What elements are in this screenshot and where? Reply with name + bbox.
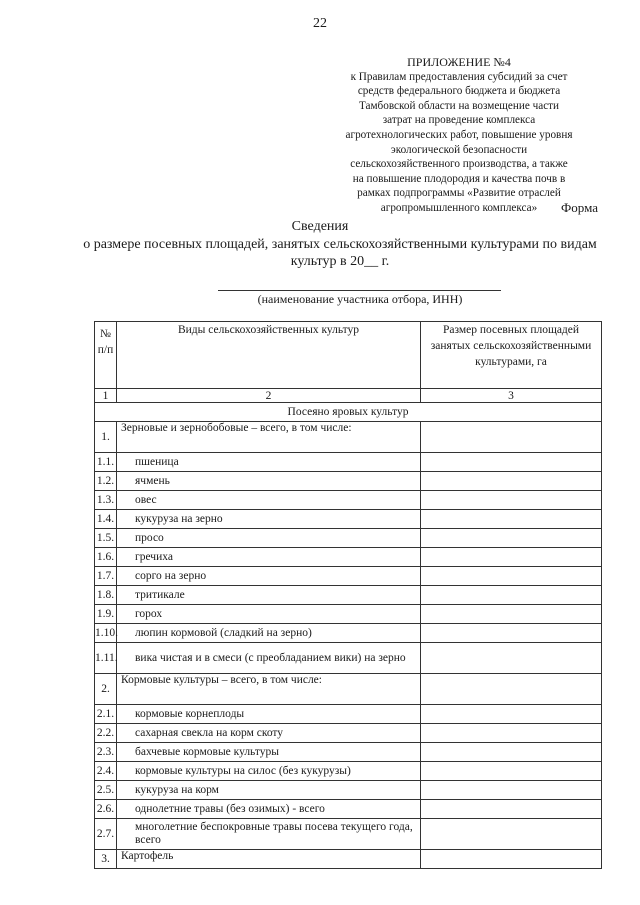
row-number: 2.5. — [95, 781, 117, 800]
row-number: 2.6. — [95, 800, 117, 819]
crop-name: горох — [135, 608, 163, 620]
area-input-cell[interactable] — [421, 491, 602, 510]
area-input-cell[interactable] — [421, 819, 602, 850]
table-row — [95, 762, 602, 781]
crop-cell — [117, 724, 421, 743]
appendix-block — [318, 55, 600, 216]
crop-cell — [117, 472, 421, 491]
crop-cell — [117, 800, 421, 819]
row-number: 1.2. — [95, 472, 117, 491]
crop-cell — [117, 586, 421, 605]
table-row — [95, 724, 602, 743]
column-index: 1 — [95, 389, 117, 403]
row-number: 1.5. — [95, 529, 117, 548]
document-title: Сведения — [291, 219, 349, 234]
table-row — [95, 674, 602, 705]
crop-name: кукуруза на корм — [135, 784, 219, 796]
area-input-cell[interactable] — [421, 643, 602, 674]
crop-cell — [117, 453, 421, 472]
table-row — [95, 743, 602, 762]
crop-name: бахчевые кормовые культуры — [135, 746, 279, 758]
area-input-cell[interactable] — [421, 800, 602, 819]
table-row — [95, 624, 602, 643]
participant-name-field[interactable] — [218, 290, 501, 291]
crop-name: тритикале — [135, 589, 185, 601]
appendix-line: затрат на проведение комплекса — [382, 114, 536, 127]
page-number: 22 — [313, 16, 327, 31]
crop-name: многолетние беспокровные травы посева текущего года, всего — [135, 821, 413, 846]
table-row — [95, 548, 602, 567]
appendix-heading: ПРИЛОЖЕНИЕ №4 — [407, 55, 511, 69]
appendix-line: агротехнологических работ, повышение уровня — [345, 128, 573, 141]
table-row — [95, 491, 602, 510]
row-number: 2.2. — [95, 724, 117, 743]
table-row — [95, 472, 602, 491]
crop-cell — [117, 529, 421, 548]
row-number: 3. — [95, 850, 117, 869]
header-num: № п/п — [95, 322, 117, 389]
table-row — [95, 453, 602, 472]
area-input-cell[interactable] — [421, 724, 602, 743]
section-row — [95, 403, 602, 422]
crop-area-table — [94, 321, 602, 869]
row-number: 1.10. — [95, 624, 117, 643]
row-number: 1.7. — [95, 567, 117, 586]
appendix-line: Тамбовской области на возмещение части — [358, 99, 560, 112]
row-number: 1. — [95, 422, 117, 453]
crop-cell — [117, 743, 421, 762]
table-row — [95, 643, 602, 674]
area-input-cell[interactable] — [421, 762, 602, 781]
document-subtitle: о размере посевных площадей, занятых сельскохозяйственными культурами по видам культур в 20__ г. — [83, 237, 597, 269]
row-number: 1.9. — [95, 605, 117, 624]
crop-cell — [117, 643, 421, 674]
area-input-cell[interactable] — [421, 743, 602, 762]
header-crop: Виды сельскохозяйственных культур — [117, 322, 421, 389]
column-index: 2 — [117, 389, 421, 403]
column-index-row — [95, 389, 602, 403]
area-input-cell[interactable] — [421, 850, 602, 869]
crop-name: однолетние травы (без озимых) - всего — [135, 803, 325, 815]
crop-name: пшеница — [135, 456, 179, 468]
crop-name: сорго на зерно — [135, 570, 207, 582]
appendix-line: на повышение плодородия и качества почв в — [352, 172, 566, 185]
crop-name: Кормовые культуры – всего, в том числе: — [121, 674, 322, 686]
crop-cell — [117, 605, 421, 624]
table-row — [95, 422, 602, 453]
crop-cell — [117, 705, 421, 724]
crop-cell — [117, 510, 421, 529]
row-number: 2.7. — [95, 819, 117, 850]
row-number: 2.4. — [95, 762, 117, 781]
table-row — [95, 850, 602, 869]
area-input-cell[interactable] — [421, 705, 602, 724]
column-index: 3 — [421, 389, 602, 403]
crop-name: кормовые культуры на силос (без кукурузы) — [135, 765, 351, 777]
crop-cell — [117, 674, 421, 705]
crop-cell — [117, 422, 421, 453]
appendix-line: рамках подпрограммы «Развитие отраслей — [357, 187, 561, 200]
appendix-line: к Правилам предоставления субсидий за счет — [350, 70, 568, 83]
crop-cell — [117, 491, 421, 510]
table-body — [95, 422, 602, 869]
area-input-cell[interactable] — [421, 453, 602, 472]
area-input-cell[interactable] — [421, 548, 602, 567]
crop-cell — [117, 819, 421, 850]
area-input-cell[interactable] — [421, 605, 602, 624]
participant-caption: (наименование участника отбора, ИНН) — [257, 292, 463, 306]
table-row — [95, 529, 602, 548]
area-input-cell[interactable] — [421, 472, 602, 491]
crop-cell — [117, 567, 421, 586]
header-area: Размер посевных площадей занятых сельскохозяйственными культурами, га — [421, 322, 602, 389]
table-row — [95, 781, 602, 800]
row-number: 1.8. — [95, 586, 117, 605]
row-number: 2. — [95, 674, 117, 705]
table-row — [95, 800, 602, 819]
row-number: 1.1. — [95, 453, 117, 472]
crop-cell — [117, 781, 421, 800]
crop-cell — [117, 548, 421, 567]
crop-cell — [117, 850, 421, 869]
row-number: 1.4. — [95, 510, 117, 529]
crop-name: кукуруза на зерно — [135, 513, 223, 525]
crop-name: Картофель — [121, 850, 174, 862]
area-input-cell[interactable] — [421, 567, 602, 586]
area-input-cell[interactable] — [421, 510, 602, 529]
form-label: Форма — [561, 200, 598, 215]
table-row — [95, 819, 602, 850]
area-input-cell[interactable] — [421, 781, 602, 800]
appendix-line: экологической безопасности — [390, 143, 528, 156]
table-row — [95, 605, 602, 624]
row-number: 2.1. — [95, 705, 117, 724]
table-header-row — [95, 322, 602, 389]
appendix-line: сельскохозяйственного производства, а также — [350, 158, 568, 171]
table-row — [95, 705, 602, 724]
table-row — [95, 510, 602, 529]
row-number: 2.3. — [95, 743, 117, 762]
section-title: Посеяно яровых культур — [95, 403, 602, 422]
area-input-cell[interactable] — [421, 586, 602, 605]
crop-name: ячмень — [135, 475, 170, 487]
crop-name: сахарная свекла на корм скоту — [135, 727, 284, 739]
crop-name: гречиха — [135, 551, 173, 563]
crop-name: кормовые корнеплоды — [135, 708, 245, 720]
crop-name: овес — [135, 494, 157, 506]
table-row — [95, 567, 602, 586]
crop-cell — [117, 762, 421, 781]
appendix-line: агропромышленного комплекса» — [380, 201, 538, 214]
crop-name: люпин кормовой (сладкий на зерно) — [135, 627, 312, 639]
area-input-cell[interactable] — [421, 624, 602, 643]
area-input-cell[interactable] — [421, 422, 602, 453]
row-number: 1.6. — [95, 548, 117, 567]
row-number: 1.3. — [95, 491, 117, 510]
crop-name: вика чистая и в смеси (с преобладанием вики) на зерно — [135, 651, 406, 664]
crop-cell — [117, 624, 421, 643]
row-number: 1.11. — [95, 643, 117, 674]
table-row — [95, 586, 602, 605]
crop-name: Зерновые и зернобобовые – всего, в том числе: — [121, 422, 352, 434]
crop-name: просо — [135, 532, 164, 544]
area-input-cell[interactable] — [421, 674, 602, 705]
area-input-cell[interactable] — [421, 529, 602, 548]
appendix-line: средств федерального бюджета и бюджета — [357, 85, 561, 98]
